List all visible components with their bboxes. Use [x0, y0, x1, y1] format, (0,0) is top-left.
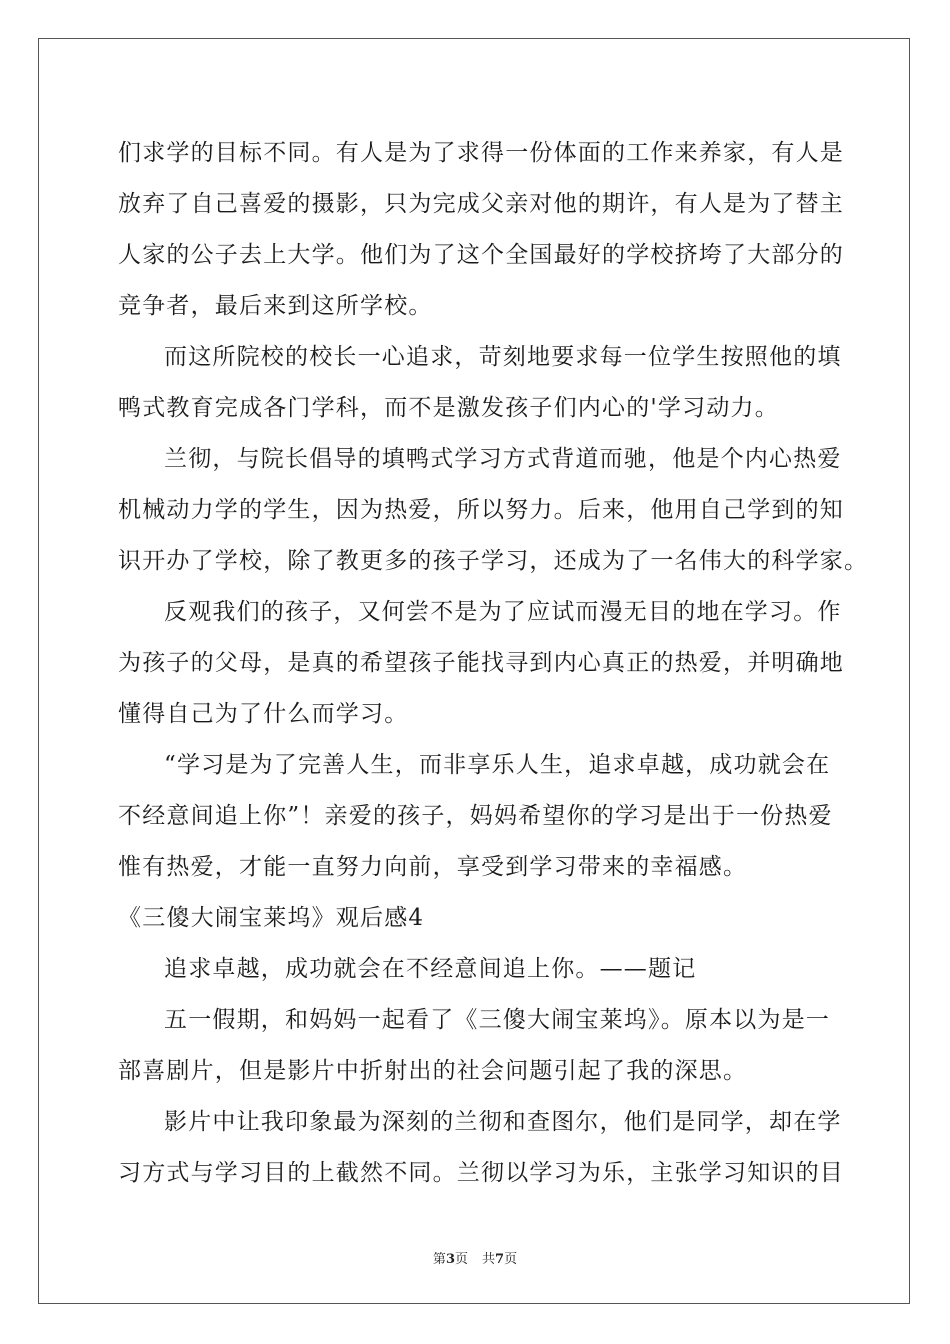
text-line: 们求学的目标不同。有人是为了求得一份体面的工作来养家，有人是 — [118, 140, 844, 166]
text-line: 惟有热爱，才能一直努力向前，享受到学习带来的幸福感。 — [118, 854, 748, 880]
document-body — [118, 128, 869, 1199]
paragraph-start: 五一假期，和妈妈一起看了《三傻大闹宝莱坞》。原本以为是一 — [164, 1007, 831, 1033]
text-line: 识开办了学校，除了教更多的孩子学习，还成为了一名伟大的科学家。 — [118, 548, 869, 574]
text-line: 不经意间追上你”！亲爱的孩子，妈妈希望你的学习是出于一份热爱 — [118, 803, 833, 829]
section-heading: 《三傻大闹宝莱坞》观后感4 — [118, 905, 425, 931]
text-line: 习方式与学习目的上截然不同。兰彻以学习为乐，主张学习知识的目 — [118, 1160, 844, 1186]
text-line: 部喜剧片，但是影片中折射出的社会问题引起了我的深思。 — [118, 1058, 748, 1084]
text-line: 人家的公子去上大学。他们为了这个全国最好的学校挤垮了大部分的 — [118, 242, 844, 268]
page-suffix: 页 — [454, 1252, 468, 1267]
page-total: 7 — [495, 1252, 505, 1267]
text-line: 鸭式教育完成各门学科，而不是激发孩子们内心的'学习动力。 — [118, 395, 779, 421]
paragraph-start: 兰彻，与院长倡导的填鸭式学习方式背道而驰，他是个内心热爱 — [164, 446, 842, 472]
text-line: 放弃了自己喜爱的摄影，只为完成父亲对他的期许，有人是为了替主 — [118, 191, 844, 217]
text-line: 竞争者，最后来到这所学校。 — [118, 293, 433, 319]
text-line: 为孩子的父母，是真的希望孩子能找寻到内心真正的热爱，并明确地 — [118, 650, 844, 676]
page-footer — [0, 1248, 950, 1267]
paragraph-start: “学习是为了完善人生，而非享乐人生，追求卓越，成功就会在 — [164, 752, 831, 778]
page-current: 3 — [445, 1252, 455, 1267]
page-prefix: 第 — [432, 1252, 446, 1267]
paragraph-start: 反观我们的孩子，又何尝不是为了应试而漫无目的地在学习。作 — [164, 599, 842, 625]
paragraph-start: 而这所院校的校长一心追求，苛刻地要求每一位学生按照他的填 — [164, 344, 842, 370]
epigraph: 追求卓越，成功就会在不经意间追上你。——题记 — [164, 956, 697, 982]
total-suffix: 页 — [504, 1252, 518, 1267]
paragraph-start: 影片中让我印象最为深刻的兰彻和查图尔，他们是同学，却在学 — [164, 1109, 842, 1135]
total-prefix: 共 — [482, 1252, 496, 1267]
text-line: 懂得自己为了什么而学习。 — [118, 701, 409, 727]
text-line: 机械动力学的学生，因为热爱，所以努力。后来，他用自己学到的知 — [118, 497, 844, 523]
